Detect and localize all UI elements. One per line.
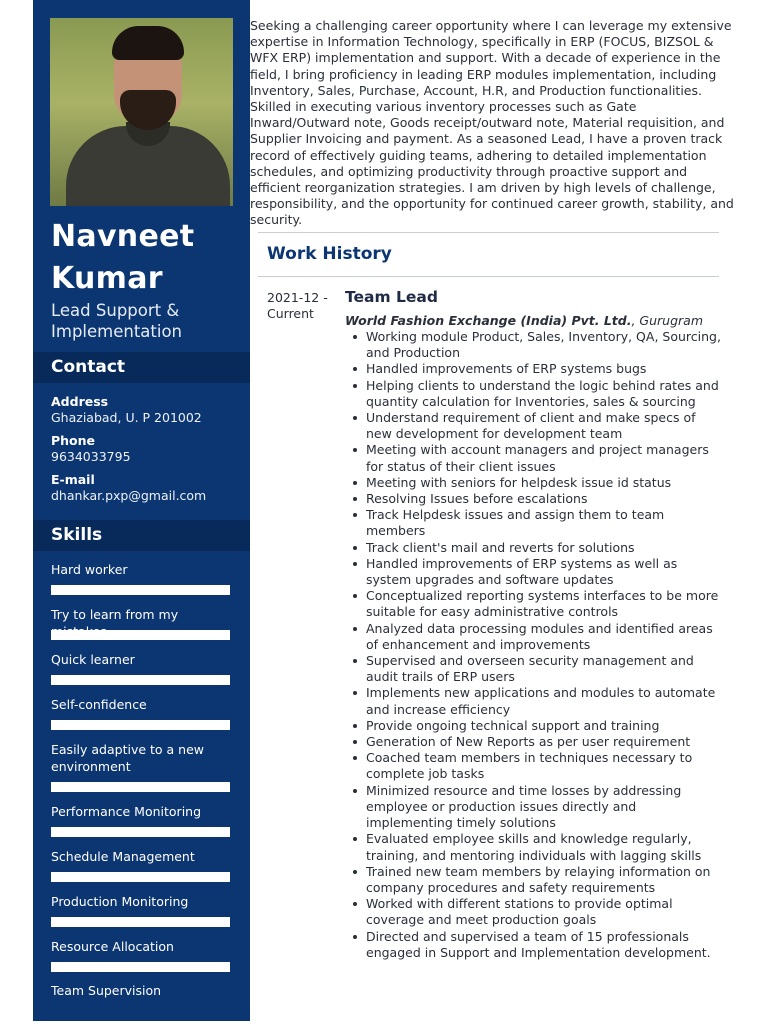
job-duty-item: Helping clients to understand the logic behind rates and quantity calculation for Inventories, sales & sourcing [350,378,722,410]
skill-name: Resource Allocation [51,939,174,954]
candidate-role: Lead Support & Implementation [51,301,183,341]
company-name: World Fashion Exchange (India) Pvt. Ltd. [345,313,632,328]
skill-name: Team Supervision [51,983,162,998]
phone-value: 9634033795 [51,449,131,464]
skill-level-bar [51,782,230,792]
job-duty-item: Resolving Issues before escalations [350,491,722,507]
job-duty-item: Generation of New Reports as per user requirement [350,734,722,750]
job-duty-item: Coached team members in techniques necessary to complete job tasks [350,750,722,782]
contact-heading: Contact [33,352,250,383]
job-duties-list [350,329,722,961]
work-history-title: Work History [267,244,392,264]
company-line [345,313,703,328]
skill-level-bar [51,630,230,640]
job-duty-item: Minimized resource and time losses by addressing employee or production issues directly and implementing timely solutions [350,783,722,832]
job-title: Team Lead [345,288,438,306]
skill-item [51,696,236,713]
photo-hair [112,26,184,60]
skill-level-bar [51,675,230,685]
skill-item [51,606,236,640]
job-duty-item: Directed and supervised a team of 15 professionals engaged in Support and Implementation development. [350,929,722,961]
skill-item [51,803,236,820]
skill-name: Schedule Management [51,849,195,864]
job-duty-item: Handled improvements of ERP systems as well as system upgrades and software updates [350,556,722,588]
skill-item [51,848,236,865]
skill-item [51,938,236,955]
skill-item [51,982,236,999]
job-duty-item: Conceptualized reporting systems interfaces to be more suitable for easy administrative controls [350,588,722,620]
job-duty-item: Meeting with account managers and project managers for status of their client issues [350,442,722,474]
company-location: , Gurugram [631,313,704,328]
summary-divider [258,232,719,233]
work-history-divider [258,276,719,277]
job-duty-item: Meeting with seniors for helpdesk issue id status [350,475,722,491]
job-duty-item: Track Helpdesk issues and assign them to team members [350,507,722,539]
skill-name: Performance Monitoring [51,804,202,819]
job-duty-item: Trained new team members by relaying information on company procedures and safety requirements [350,864,722,896]
skill-name: Self-confidence [51,697,147,712]
job-duty-item: Supervised and overseen security management and audit trails of ERP users [350,653,722,685]
candidate-name: Navneet Kumar [51,219,195,296]
skill-name: Easily adaptive to a new environment [51,742,205,774]
skill-level-bar [51,720,230,730]
skill-item [51,651,236,668]
skill-item [51,741,236,775]
email-label: E-mail [51,472,95,487]
job-duty-item: Track client's mail and reverts for solutions [350,540,722,556]
job-dates: 2021-12 - Current [267,290,328,321]
job-duty-item: Implements new applications and modules to automate and increase efficiency [350,685,722,717]
skill-level-bar [51,917,230,927]
job-duty-item: Provide ongoing technical support and training [350,718,722,734]
skill-name: Hard worker [51,562,128,577]
job-duty-item: Understand requirement of client and make specs of new development for development team [350,410,722,442]
job-duty-item: Handled improvements of ERP systems bugs [350,361,722,377]
skill-name: Try to learn from my [51,607,179,622]
skill-name: Quick learner [51,652,135,667]
skill-item [51,561,236,578]
phone-label: Phone [51,433,96,448]
job-duty-item: Evaluated employee skills and knowledge regularly, training, and mentoring individuals with lagging skills [350,831,722,863]
skills-heading: Skills [33,520,250,551]
skill-level-bar [51,585,230,595]
skill-name: Production Monitoring [51,894,189,909]
skill-level-bar [51,827,230,837]
email-value[interactable]: dhankar.pxp@gmail.com [51,488,207,503]
job-duty-item: Analyzed data processing modules and identified areas of enhancement and improvements [350,621,722,653]
skill-level-bar [51,872,230,882]
skill-level-bar [51,962,230,972]
professional-summary: Seeking a challenging career opportunity where I can leverage my extensive expertise in Information Technology, specifically in ERP (FOCUS, BIZSOL & WFX ERP) implementation and support. With a decade of experience in the field, I bring proficiency in leading ERP modules implementation, including Inventory, Sales, Purchase, Account, H.R, and Production functionalities. Skilled in executing various inventory processes such as Gate Inward/Outward note, Goods receipt/outward note, Material requisition, and Supplier Invoicing and payment. As a seasoned Lead, I have a proven track record of effectively guiding teams, adhering to detailed implementation schedules, and optimizing productivity through proactive support and efficient reorganization strategies. I am driven by high levels of challenge, responsibility, and the opportunity for continued career growth, stability, and security. [250,18,734,228]
job-duty-item: Working module Product, Sales, Inventory, QA, Sourcing, and Production [350,329,722,361]
address-label: Address [51,394,109,409]
skill-item [51,893,236,910]
address-value: Ghaziabad, U. P 201002 [51,410,202,425]
profile-photo [50,18,233,206]
job-duty-item: Worked with different stations to provide optimal coverage and meet production goals [350,896,722,928]
sidebar [33,0,250,1021]
